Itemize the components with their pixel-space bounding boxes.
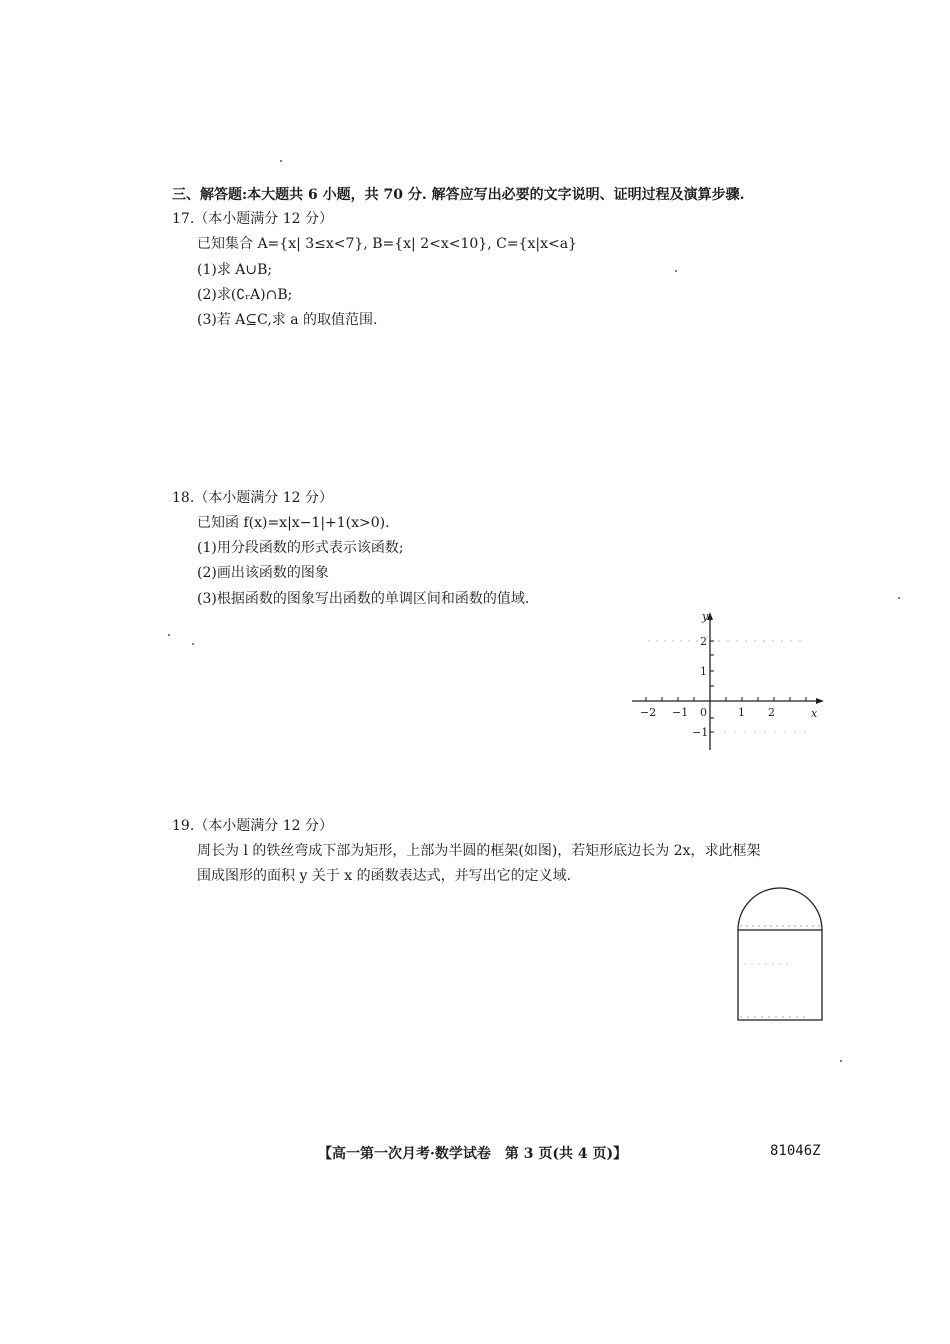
section-header: 三、解答题:本大题共 6 小题，共 70 分. 解答应写出必要的文字说明、证明过程及演算步骤. bbox=[172, 187, 745, 203]
scan-speck bbox=[168, 634, 170, 636]
scan-speck bbox=[675, 270, 677, 272]
x-tick-label-1: 1 bbox=[738, 706, 745, 719]
y-axis-ticks bbox=[710, 641, 714, 732]
q18-part3: (3)根据函数的图象写出函数的单调区间和函数的值域. bbox=[197, 591, 530, 607]
q19-title: 19.（本小题满分 12 分） bbox=[172, 818, 333, 834]
semicircle-arc bbox=[738, 888, 822, 930]
x-tick-label-neg2: −2 bbox=[640, 706, 657, 719]
footer-code: 81046Z bbox=[770, 1143, 821, 1159]
q17-part3: (3)若 A⊆C,求 a 的取值范围. bbox=[197, 312, 378, 328]
scan-speck bbox=[898, 597, 900, 599]
q18-coordinate-graph bbox=[628, 606, 828, 756]
scan-speck bbox=[840, 1060, 842, 1062]
scan-speck bbox=[280, 160, 282, 162]
q19-stem-line1: 周长为 l 的铁丝弯成下部为矩形，上部为半圆的框架(如图)，若矩形底边长为 2x，求此框架 bbox=[197, 843, 761, 859]
q18-part2: (2)画出该函数的图象 bbox=[197, 565, 329, 581]
scan-speck bbox=[192, 643, 194, 645]
q17-stem: 已知集合 A={x| 3≤x<7}, B={x| 2<x<10}, C={x|x<a} bbox=[197, 236, 577, 252]
x-axis-label: x bbox=[811, 707, 818, 720]
q18-part1: (1)用分段函数的形式表示该函数; bbox=[197, 540, 404, 556]
q19-frame-figure bbox=[730, 886, 830, 1028]
q17-part1: (1)求 A∪B; bbox=[197, 262, 273, 278]
x-axis-arrow-icon bbox=[816, 698, 824, 704]
q18-title: 18.（本小题满分 12 分） bbox=[172, 490, 333, 506]
y-tick-label-neg1: −1 bbox=[692, 726, 709, 739]
q19-stem-line2: 围成图形的面积 y 关于 x 的函数表达式，并写出它的定义域. bbox=[197, 868, 572, 884]
rectangle-frame bbox=[738, 930, 822, 1020]
q18-stem: 已知函 f(x)=x|x−1|+1(x>0). bbox=[197, 515, 390, 531]
q17-part2: (2)求(∁ᵣA)∩B; bbox=[197, 287, 293, 303]
y-tick-label-2: 2 bbox=[700, 635, 707, 648]
q17-title: 17.（本小题满分 12 分） bbox=[172, 211, 333, 227]
y-tick-label-1: 1 bbox=[700, 665, 707, 678]
footer-title: 【高一第一次月考·数学试卷 第 3 页(共 4 页)】 bbox=[318, 1146, 628, 1162]
y-axis-label: y bbox=[702, 610, 709, 623]
x-tick-label-2: 2 bbox=[768, 706, 775, 719]
x-tick-label-neg1: −1 bbox=[672, 706, 689, 719]
x-tick-label-0: 0 bbox=[700, 706, 707, 719]
